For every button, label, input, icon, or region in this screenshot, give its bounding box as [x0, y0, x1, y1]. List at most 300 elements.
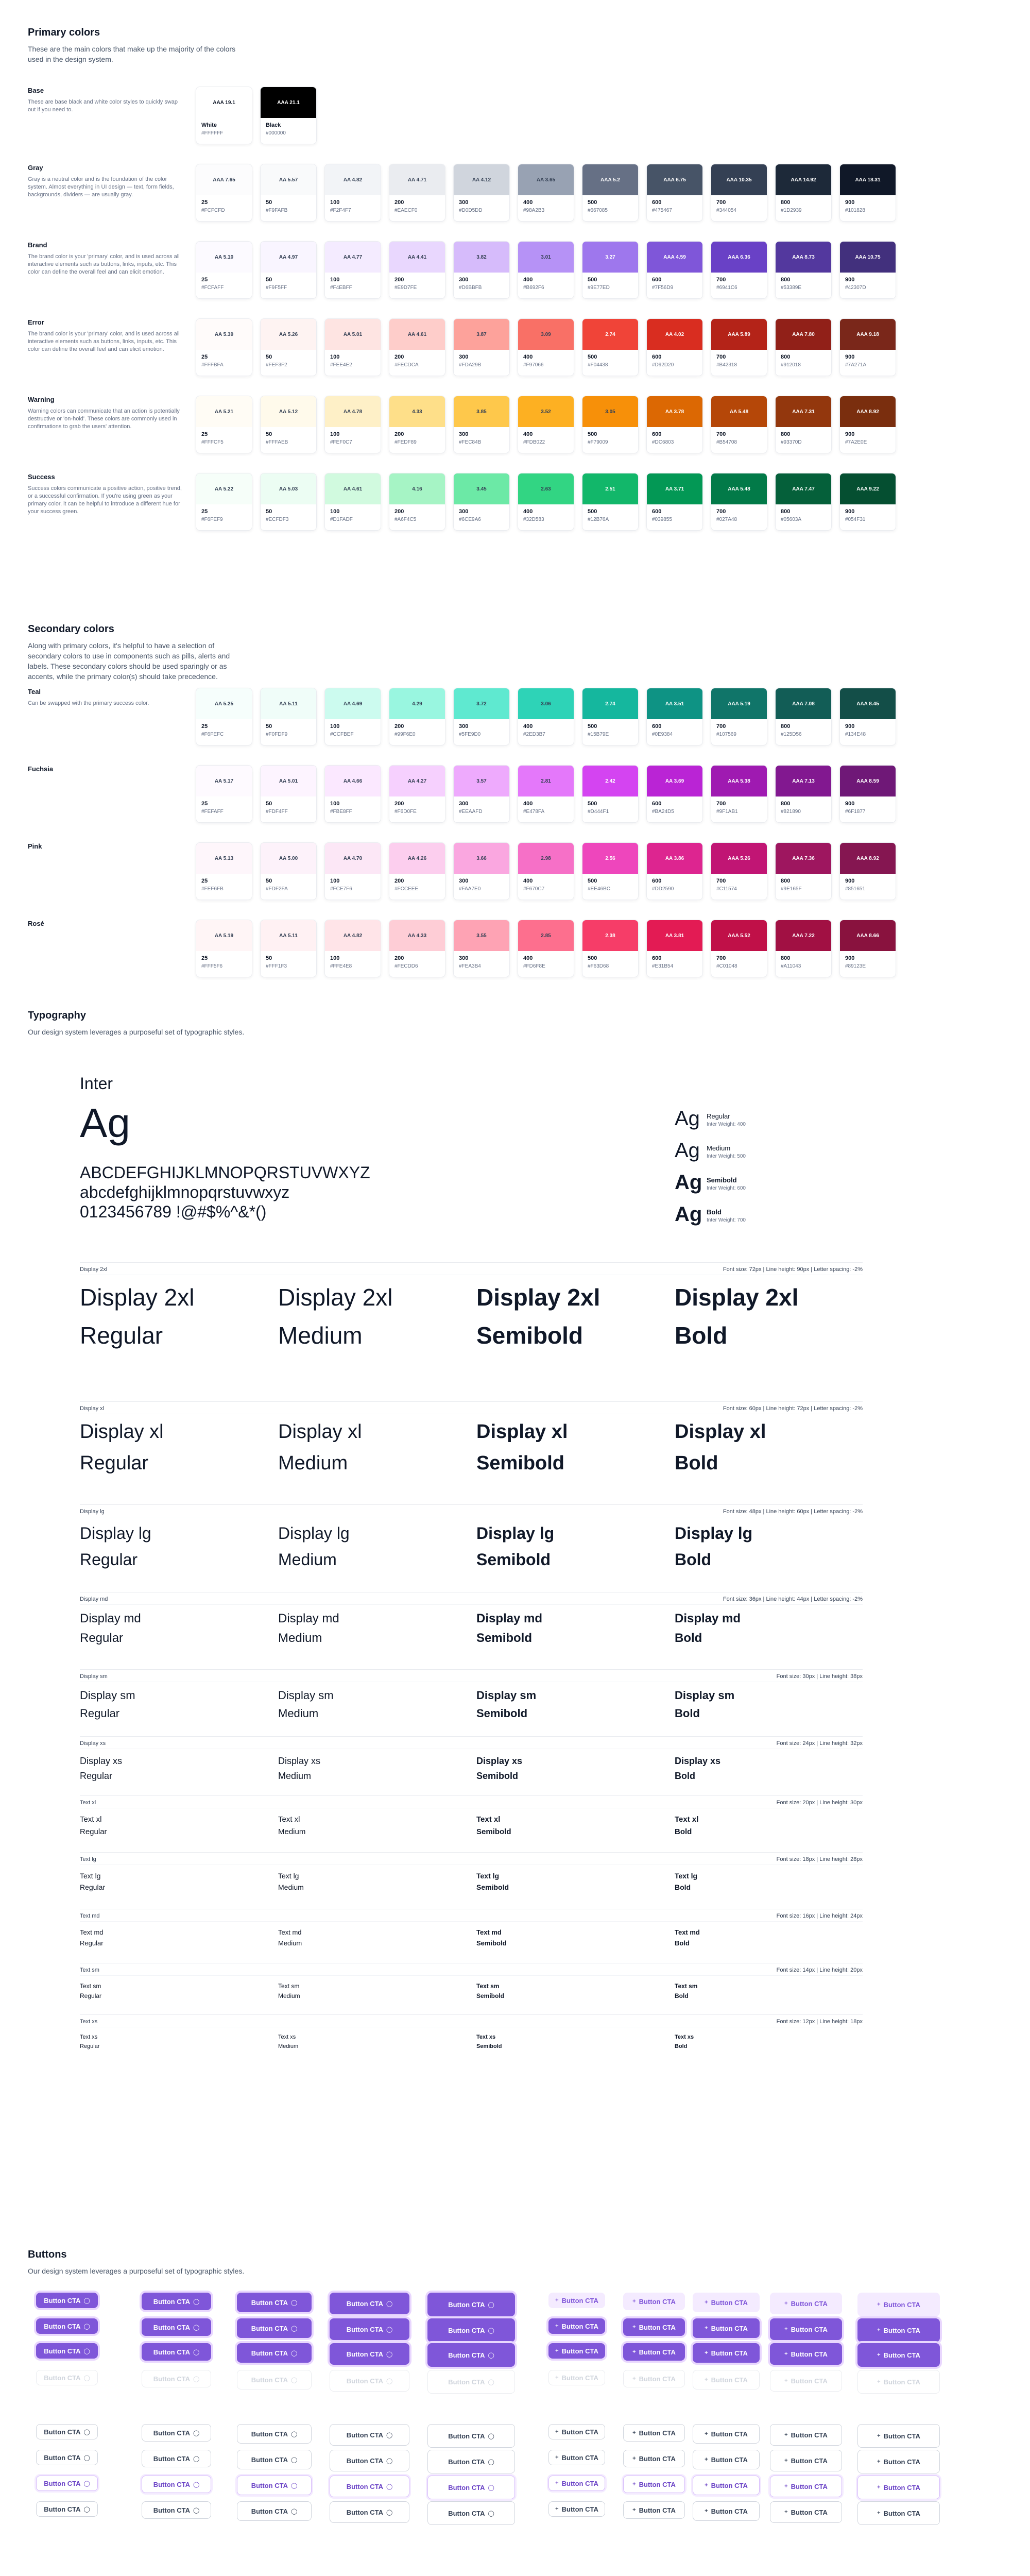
button-cta[interactable] — [770, 2293, 842, 2314]
swatch-rosé-600[interactable] — [646, 920, 703, 977]
swatch-teal-200[interactable] — [389, 688, 445, 745]
swatch-shade: 200 — [394, 955, 404, 961]
swatch-shade: 50 — [266, 878, 272, 884]
swatch-chip: AA 5.48 — [711, 396, 767, 427]
swatch-rosé-300[interactable] — [453, 920, 510, 977]
swatch-teal-300[interactable] — [453, 688, 510, 745]
button-cta[interactable] — [857, 2476, 940, 2499]
circle-icon: ◯ — [83, 2429, 90, 2435]
style-label: Display xl — [80, 1405, 105, 1412]
swatch-name: Black — [266, 122, 281, 128]
swatch-error-700[interactable] — [711, 318, 767, 376]
swatch-rosé-200[interactable] — [389, 920, 445, 977]
swatch-gray-600[interactable] — [646, 164, 703, 222]
button-cta[interactable] — [330, 2424, 409, 2446]
button-cta[interactable] — [623, 2424, 685, 2442]
button-cta[interactable] — [36, 2370, 98, 2385]
swatch-chip: AA 4.02 — [647, 319, 702, 350]
type-style-display-xs — [80, 1736, 863, 1795]
swatch-warning-800[interactable] — [775, 396, 832, 453]
divider — [80, 1736, 863, 1737]
palette-label-brand — [28, 241, 182, 276]
type-style-text-md — [80, 1909, 863, 1963]
button-cta[interactable] — [36, 2343, 98, 2359]
swatch-brand-200[interactable] — [389, 241, 445, 299]
swatch-error-25[interactable] — [196, 318, 252, 376]
swatch-error-50[interactable] — [260, 318, 317, 376]
swatch-chip: AA 5.57 — [261, 164, 316, 195]
swatch-error-900[interactable] — [839, 318, 896, 376]
swatch-gray-900[interactable] — [839, 164, 896, 222]
divider — [80, 1669, 863, 1670]
swatch-pink-800[interactable] — [775, 842, 832, 900]
button-cta[interactable] — [142, 2476, 211, 2493]
button-cta[interactable] — [693, 2343, 760, 2363]
swatch-success-100[interactable] — [324, 473, 381, 531]
swatch-error-200[interactable] — [389, 318, 445, 376]
swatch-hex: #054F31 — [845, 517, 866, 522]
swatch-warning-25[interactable] — [196, 396, 252, 453]
swatch-rosé-400[interactable] — [518, 920, 574, 977]
swatch-success-400[interactable] — [518, 473, 574, 531]
button-cta[interactable] — [857, 2450, 940, 2473]
circle-icon: ◯ — [290, 2350, 298, 2357]
swatch-gray-700[interactable] — [711, 164, 767, 222]
style-sample: Text lg — [80, 1872, 101, 1880]
swatch-brand-900[interactable] — [839, 241, 896, 299]
weight-name: Bold — [707, 1208, 722, 1216]
button-cta[interactable] — [548, 2343, 605, 2359]
swatch-rosé-100[interactable] — [324, 920, 381, 977]
button-cta[interactable] — [857, 2293, 940, 2316]
swatch-success-25[interactable] — [196, 473, 252, 531]
button-cta[interactable] — [237, 2501, 312, 2521]
button-cta[interactable] — [548, 2370, 605, 2385]
weight-label: Bold — [675, 1992, 689, 1999]
swatch-gray-100[interactable] — [324, 164, 381, 222]
weight-label: Semibold — [476, 1939, 507, 1947]
swatch-success-300[interactable] — [453, 473, 510, 531]
swatch-teal-800[interactable] — [775, 688, 832, 745]
swatch-white[interactable] — [196, 87, 252, 144]
button-cta[interactable] — [548, 2450, 605, 2465]
swatch-hex: #FFFAEB — [266, 439, 288, 445]
circle-icon: ◯ — [488, 2379, 494, 2385]
button-label: Button CTA — [711, 2455, 748, 2464]
swatch-shade: 200 — [394, 801, 404, 807]
button-cta[interactable] — [237, 2343, 312, 2363]
button-cta[interactable] — [142, 2293, 211, 2310]
plus-icon: + — [632, 2455, 636, 2462]
button-cta[interactable] — [770, 2424, 842, 2446]
button-label: Button CTA — [883, 2483, 920, 2492]
button-cta[interactable] — [36, 2450, 98, 2465]
swatch-pink-300[interactable] — [453, 842, 510, 900]
swatch-gray-200[interactable] — [389, 164, 445, 222]
circle-icon: ◯ — [290, 2456, 298, 2463]
swatch-rosé-700[interactable] — [711, 920, 767, 977]
palette-label-success — [28, 473, 182, 516]
palette-desc: Warning colors can communicate that an action is potentially destructive or 'on-hold'. These colors are commonly used in confirmations to grab the users' attention. — [28, 408, 180, 430]
button-cta[interactable] — [857, 2424, 940, 2448]
button-label: Button CTA — [44, 2374, 81, 2382]
swatch-error-400[interactable] — [518, 318, 574, 376]
button-cta[interactable] — [427, 2293, 515, 2316]
button-label: Button CTA — [883, 2509, 920, 2517]
swatch-hex: #F63D68 — [588, 963, 609, 969]
swatch-gray-50[interactable] — [260, 164, 317, 222]
swatch-teal-50[interactable] — [260, 688, 317, 745]
button-label: Button CTA — [711, 2430, 748, 2438]
swatch-shade: 900 — [845, 723, 855, 730]
swatch-brand-800[interactable] — [775, 241, 832, 299]
palette-label-teal — [28, 688, 182, 707]
button-label: Button CTA — [251, 2376, 288, 2384]
button-cta[interactable] — [142, 2501, 211, 2519]
style-spec: Font size: 16px | Line height: 24px — [776, 1913, 863, 1919]
style-sample: Text xs — [80, 2034, 98, 2040]
style-sample: Text xs — [476, 2034, 496, 2040]
swatch-brand-25[interactable] — [196, 241, 252, 299]
button-cta[interactable] — [548, 2293, 605, 2308]
swatch-fuchsia-500[interactable] — [582, 765, 639, 823]
button-cta[interactable] — [623, 2501, 685, 2519]
button-label: Button CTA — [639, 2454, 676, 2463]
button-cta[interactable] — [237, 2370, 312, 2389]
swatch-chip: AA 5.25 — [196, 688, 252, 719]
button-cta[interactable] — [623, 2476, 685, 2493]
swatch-brand-500[interactable] — [582, 241, 639, 299]
swatch-success-700[interactable] — [711, 473, 767, 531]
primary-colors-header — [28, 27, 249, 64]
swatch-chip: 3.82 — [454, 242, 509, 273]
swatch-shade: 200 — [394, 878, 404, 884]
divider — [80, 1852, 863, 1853]
button-cta[interactable] — [330, 2343, 409, 2365]
button-cta[interactable] — [142, 2318, 211, 2336]
swatch-pink-400[interactable] — [518, 842, 574, 900]
swatch-black[interactable] — [260, 87, 317, 144]
button-label: Button CTA — [561, 2479, 598, 2487]
button-cta[interactable] — [548, 2424, 605, 2439]
swatch-warning-50[interactable] — [260, 396, 317, 453]
style-spec: Font size: 36px | Line height: 44px | Letter spacing: -2% — [723, 1596, 863, 1602]
swatch-shade: 700 — [716, 878, 726, 884]
style-spec: Font size: 60px | Line height: 72px | Letter spacing: -2% — [723, 1405, 863, 1412]
button-label: Button CTA — [448, 2483, 485, 2492]
swatch-hex: #039855 — [652, 517, 672, 522]
weight-sub: Inter Weight: 700 — [707, 1217, 746, 1223]
swatch-pink-25[interactable] — [196, 842, 252, 900]
swatch-shade: 800 — [781, 955, 791, 961]
divider — [80, 2014, 863, 2015]
swatch-fuchsia-900[interactable] — [839, 765, 896, 823]
swatch-hex: #000000 — [266, 130, 286, 136]
button-cta[interactable] — [770, 2450, 842, 2471]
swatch-warning-100[interactable] — [324, 396, 381, 453]
swatch-fuchsia-200[interactable] — [389, 765, 445, 823]
swatch-chip: 2.85 — [518, 920, 574, 951]
swatch-chip: AA 3.65 — [518, 164, 574, 195]
swatch-hex: #FEF3F2 — [266, 362, 287, 368]
button-cta[interactable] — [36, 2501, 98, 2517]
button-cta[interactable] — [427, 2424, 515, 2448]
swatch-teal-500[interactable] — [582, 688, 639, 745]
font-lowercase: abcdefghijklmnopqrstuvwxyz — [80, 1183, 290, 1201]
swatch-pink-200[interactable] — [389, 842, 445, 900]
swatch-chip: AA 5.11 — [261, 688, 316, 719]
button-cta[interactable] — [330, 2318, 409, 2340]
swatch-success-50[interactable] — [260, 473, 317, 531]
swatch-warning-200[interactable] — [389, 396, 445, 453]
swatch-gray-800[interactable] — [775, 164, 832, 222]
button-cta[interactable] — [693, 2501, 760, 2521]
button-cta[interactable] — [142, 2343, 211, 2361]
swatch-warning-700[interactable] — [711, 396, 767, 453]
button-cta[interactable] — [36, 2476, 98, 2491]
button-cta[interactable] — [237, 2318, 312, 2338]
style-sample: Text md — [476, 1928, 502, 1936]
swatch-hex: #FEF0C7 — [330, 439, 352, 445]
swatch-error-600[interactable] — [646, 318, 703, 376]
weight-sample-regular — [675, 1107, 829, 1136]
base-desc: These are base black and white color styles to quickly swap out if you need to. — [28, 99, 178, 113]
button-label: Button CTA — [251, 2430, 288, 2438]
swatch-brand-700[interactable] — [711, 241, 767, 299]
swatch-hex: #E31B54 — [652, 963, 674, 969]
swatch-chip: 2.81 — [518, 766, 574, 796]
button-cta[interactable] — [237, 2424, 312, 2444]
swatch-chip: 4.29 — [389, 688, 445, 719]
button-cta[interactable] — [623, 2318, 685, 2336]
swatch-warning-500[interactable] — [582, 396, 639, 453]
swatch-pink-500[interactable] — [582, 842, 639, 900]
swatch-error-300[interactable] — [453, 318, 510, 376]
swatch-rosé-800[interactable] — [775, 920, 832, 977]
button-cta[interactable] — [693, 2318, 760, 2338]
swatch-fuchsia-100[interactable] — [324, 765, 381, 823]
button-cta[interactable] — [693, 2424, 760, 2444]
button-cta[interactable] — [770, 2343, 842, 2365]
swatch-shade: 500 — [588, 723, 597, 730]
swatch-chip: AAA 8.45 — [840, 688, 896, 719]
button-cta[interactable] — [693, 2293, 760, 2312]
button-label: Button CTA — [639, 2323, 676, 2331]
swatch-hex: #99F6E0 — [394, 732, 416, 737]
swatch-chip: AAA 7.22 — [776, 920, 831, 951]
plus-icon: + — [705, 2350, 708, 2356]
button-cta[interactable] — [330, 2476, 409, 2497]
button-label: Button CTA — [639, 2375, 676, 2383]
style-sample: Text lg — [278, 1872, 299, 1880]
swatch-teal-700[interactable] — [711, 688, 767, 745]
button-cta[interactable] — [142, 2424, 211, 2442]
swatch-error-800[interactable] — [775, 318, 832, 376]
button-cta[interactable] — [427, 2501, 515, 2525]
swatch-teal-25[interactable] — [196, 688, 252, 745]
style-sample: Display md — [675, 1612, 741, 1625]
palette-title: Rosé — [28, 920, 44, 927]
button-cta[interactable] — [427, 2450, 515, 2473]
base-row-label — [28, 87, 182, 114]
swatch-fuchsia-50[interactable] — [260, 765, 317, 823]
button-cta[interactable] — [857, 2501, 940, 2525]
swatch-fuchsia-700[interactable] — [711, 765, 767, 823]
button-cta[interactable] — [770, 2370, 842, 2392]
button-cta[interactable] — [623, 2293, 685, 2310]
swatch-hex: #101828 — [845, 208, 865, 213]
swatch-warning-600[interactable] — [646, 396, 703, 453]
button-cta[interactable] — [548, 2318, 605, 2334]
swatch-pink-50[interactable] — [260, 842, 317, 900]
swatch-chip: 4.16 — [389, 473, 445, 504]
swatch-teal-900[interactable] — [839, 688, 896, 745]
swatch-hex: #344054 — [716, 208, 736, 213]
button-cta[interactable] — [36, 2318, 98, 2334]
swatch-teal-600[interactable] — [646, 688, 703, 745]
button-cta[interactable] — [770, 2318, 842, 2340]
swatch-shade: 700 — [716, 354, 726, 360]
circle-icon: ◯ — [193, 2481, 200, 2488]
button-cta[interactable] — [142, 2450, 211, 2467]
swatch-pink-100[interactable] — [324, 842, 381, 900]
button-cta[interactable] — [548, 2501, 605, 2517]
style-sample: Text sm — [675, 1982, 698, 1990]
swatch-rosé-500[interactable] — [582, 920, 639, 977]
button-label: Button CTA — [448, 2509, 485, 2517]
swatch-gray-400[interactable] — [518, 164, 574, 222]
plus-icon: + — [555, 2297, 559, 2303]
button-cta[interactable] — [857, 2343, 940, 2367]
button-cta[interactable] — [36, 2293, 98, 2308]
button-cta[interactable] — [427, 2476, 515, 2499]
swatch-teal-100[interactable] — [324, 688, 381, 745]
button-cta[interactable] — [693, 2450, 760, 2469]
button-cta[interactable] — [330, 2293, 409, 2314]
swatch-chip: 3.72 — [454, 688, 509, 719]
swatch-fuchsia-25[interactable] — [196, 765, 252, 823]
swatch-warning-900[interactable] — [839, 396, 896, 453]
swatch-brand-300[interactable] — [453, 241, 510, 299]
button-cta[interactable] — [330, 2501, 409, 2523]
swatch-fuchsia-400[interactable] — [518, 765, 574, 823]
swatch-rosé-50[interactable] — [260, 920, 317, 977]
button-cta[interactable] — [330, 2450, 409, 2471]
button-label: Button CTA — [711, 2481, 748, 2489]
swatch-chip: AAA 18.31 — [840, 164, 896, 195]
swatch-rosé-25[interactable] — [196, 920, 252, 977]
swatch-pink-700[interactable] — [711, 842, 767, 900]
button-cta[interactable] — [548, 2476, 605, 2491]
button-cta[interactable] — [237, 2476, 312, 2495]
swatch-shade: 500 — [588, 878, 597, 884]
button-cta[interactable] — [427, 2343, 515, 2367]
swatch-fuchsia-300[interactable] — [453, 765, 510, 823]
typeface-specimen — [80, 1074, 863, 1270]
plus-icon: + — [632, 2349, 636, 2355]
swatch-success-900[interactable] — [839, 473, 896, 531]
swatch-success-800[interactable] — [775, 473, 832, 531]
palette-title: Error — [28, 318, 44, 326]
swatch-chip: AA 5.39 — [196, 319, 252, 350]
button-cta[interactable] — [623, 2370, 685, 2387]
swatch-brand-50[interactable] — [260, 241, 317, 299]
swatch-error-500[interactable] — [582, 318, 639, 376]
palette-desc: Gray is a neutral color and is the foundation of the color system. Almost everything in UI design — text, form fields, backgrounds, dividers — are usually gray. — [28, 176, 174, 198]
swatch-success-500[interactable] — [582, 473, 639, 531]
circle-icon: ◯ — [193, 2298, 200, 2305]
button-cta[interactable] — [623, 2450, 685, 2467]
swatch-shade: 300 — [459, 955, 469, 961]
swatch-success-600[interactable] — [646, 473, 703, 531]
swatch-chip: AA 3.86 — [647, 843, 702, 874]
swatch-pink-900[interactable] — [839, 842, 896, 900]
swatch-chip: 3.55 — [454, 920, 509, 951]
button-cta[interactable] — [330, 2370, 409, 2392]
buttons-desc: Our design system leverages a purposeful set of typographic styles. — [28, 2267, 245, 2275]
button-cta[interactable] — [623, 2343, 685, 2361]
swatch-brand-400[interactable] — [518, 241, 574, 299]
swatch-fuchsia-800[interactable] — [775, 765, 832, 823]
swatch-success-200[interactable] — [389, 473, 445, 531]
swatch-gray-500[interactable] — [582, 164, 639, 222]
plus-icon: + — [877, 2352, 881, 2358]
swatch-gray-300[interactable] — [453, 164, 510, 222]
swatch-warning-300[interactable] — [453, 396, 510, 453]
button-cta[interactable] — [427, 2370, 515, 2394]
swatch-hex: #FFFBFA — [201, 362, 224, 368]
button-cta[interactable] — [237, 2450, 312, 2469]
button-cta[interactable] — [770, 2476, 842, 2497]
swatch-warning-400[interactable] — [518, 396, 574, 453]
button-cta[interactable] — [693, 2476, 760, 2495]
swatch-brand-100[interactable] — [324, 241, 381, 299]
button-cta[interactable] — [36, 2424, 98, 2439]
swatch-error-100[interactable] — [324, 318, 381, 376]
swatch-chip: AAA 5.52 — [711, 920, 767, 951]
swatch-hex: #821890 — [781, 809, 801, 815]
swatch-chip: 3.06 — [518, 688, 574, 719]
weight-sub: Inter Weight: 600 — [707, 1185, 746, 1191]
button-cta[interactable] — [770, 2501, 842, 2523]
swatch-fuchsia-600[interactable] — [646, 765, 703, 823]
weight-name: Semibold — [707, 1176, 737, 1184]
circle-icon: ◯ — [488, 2352, 494, 2359]
button-cta[interactable] — [857, 2370, 940, 2394]
swatch-hex: #9F1AB1 — [716, 809, 738, 815]
swatch-hex: #F04438 — [588, 362, 608, 368]
button-cta[interactable] — [427, 2318, 515, 2342]
swatch-hex: #107569 — [716, 732, 736, 737]
swatch-brand-600[interactable] — [646, 241, 703, 299]
swatch-chip: AAA 21.1 — [261, 87, 316, 118]
swatch-pink-600[interactable] — [646, 842, 703, 900]
palette-desc: Can be swapped with the primary success color. — [28, 700, 149, 706]
button-cta[interactable] — [857, 2318, 940, 2342]
swatch-shade: 900 — [845, 955, 855, 961]
swatch-chip: AA 5.00 — [261, 843, 316, 874]
swatch-rosé-900[interactable] — [839, 920, 896, 977]
circle-icon: ◯ — [386, 2300, 393, 2307]
plus-icon: + — [555, 2506, 559, 2512]
swatch-gray-25[interactable] — [196, 164, 252, 222]
button-cta[interactable] — [142, 2370, 211, 2387]
button-cta[interactable] — [237, 2293, 312, 2312]
swatch-shade: 25 — [201, 509, 208, 515]
button-cta[interactable] — [693, 2370, 760, 2389]
swatch-shade: 600 — [652, 431, 662, 437]
swatch-teal-400[interactable] — [518, 688, 574, 745]
